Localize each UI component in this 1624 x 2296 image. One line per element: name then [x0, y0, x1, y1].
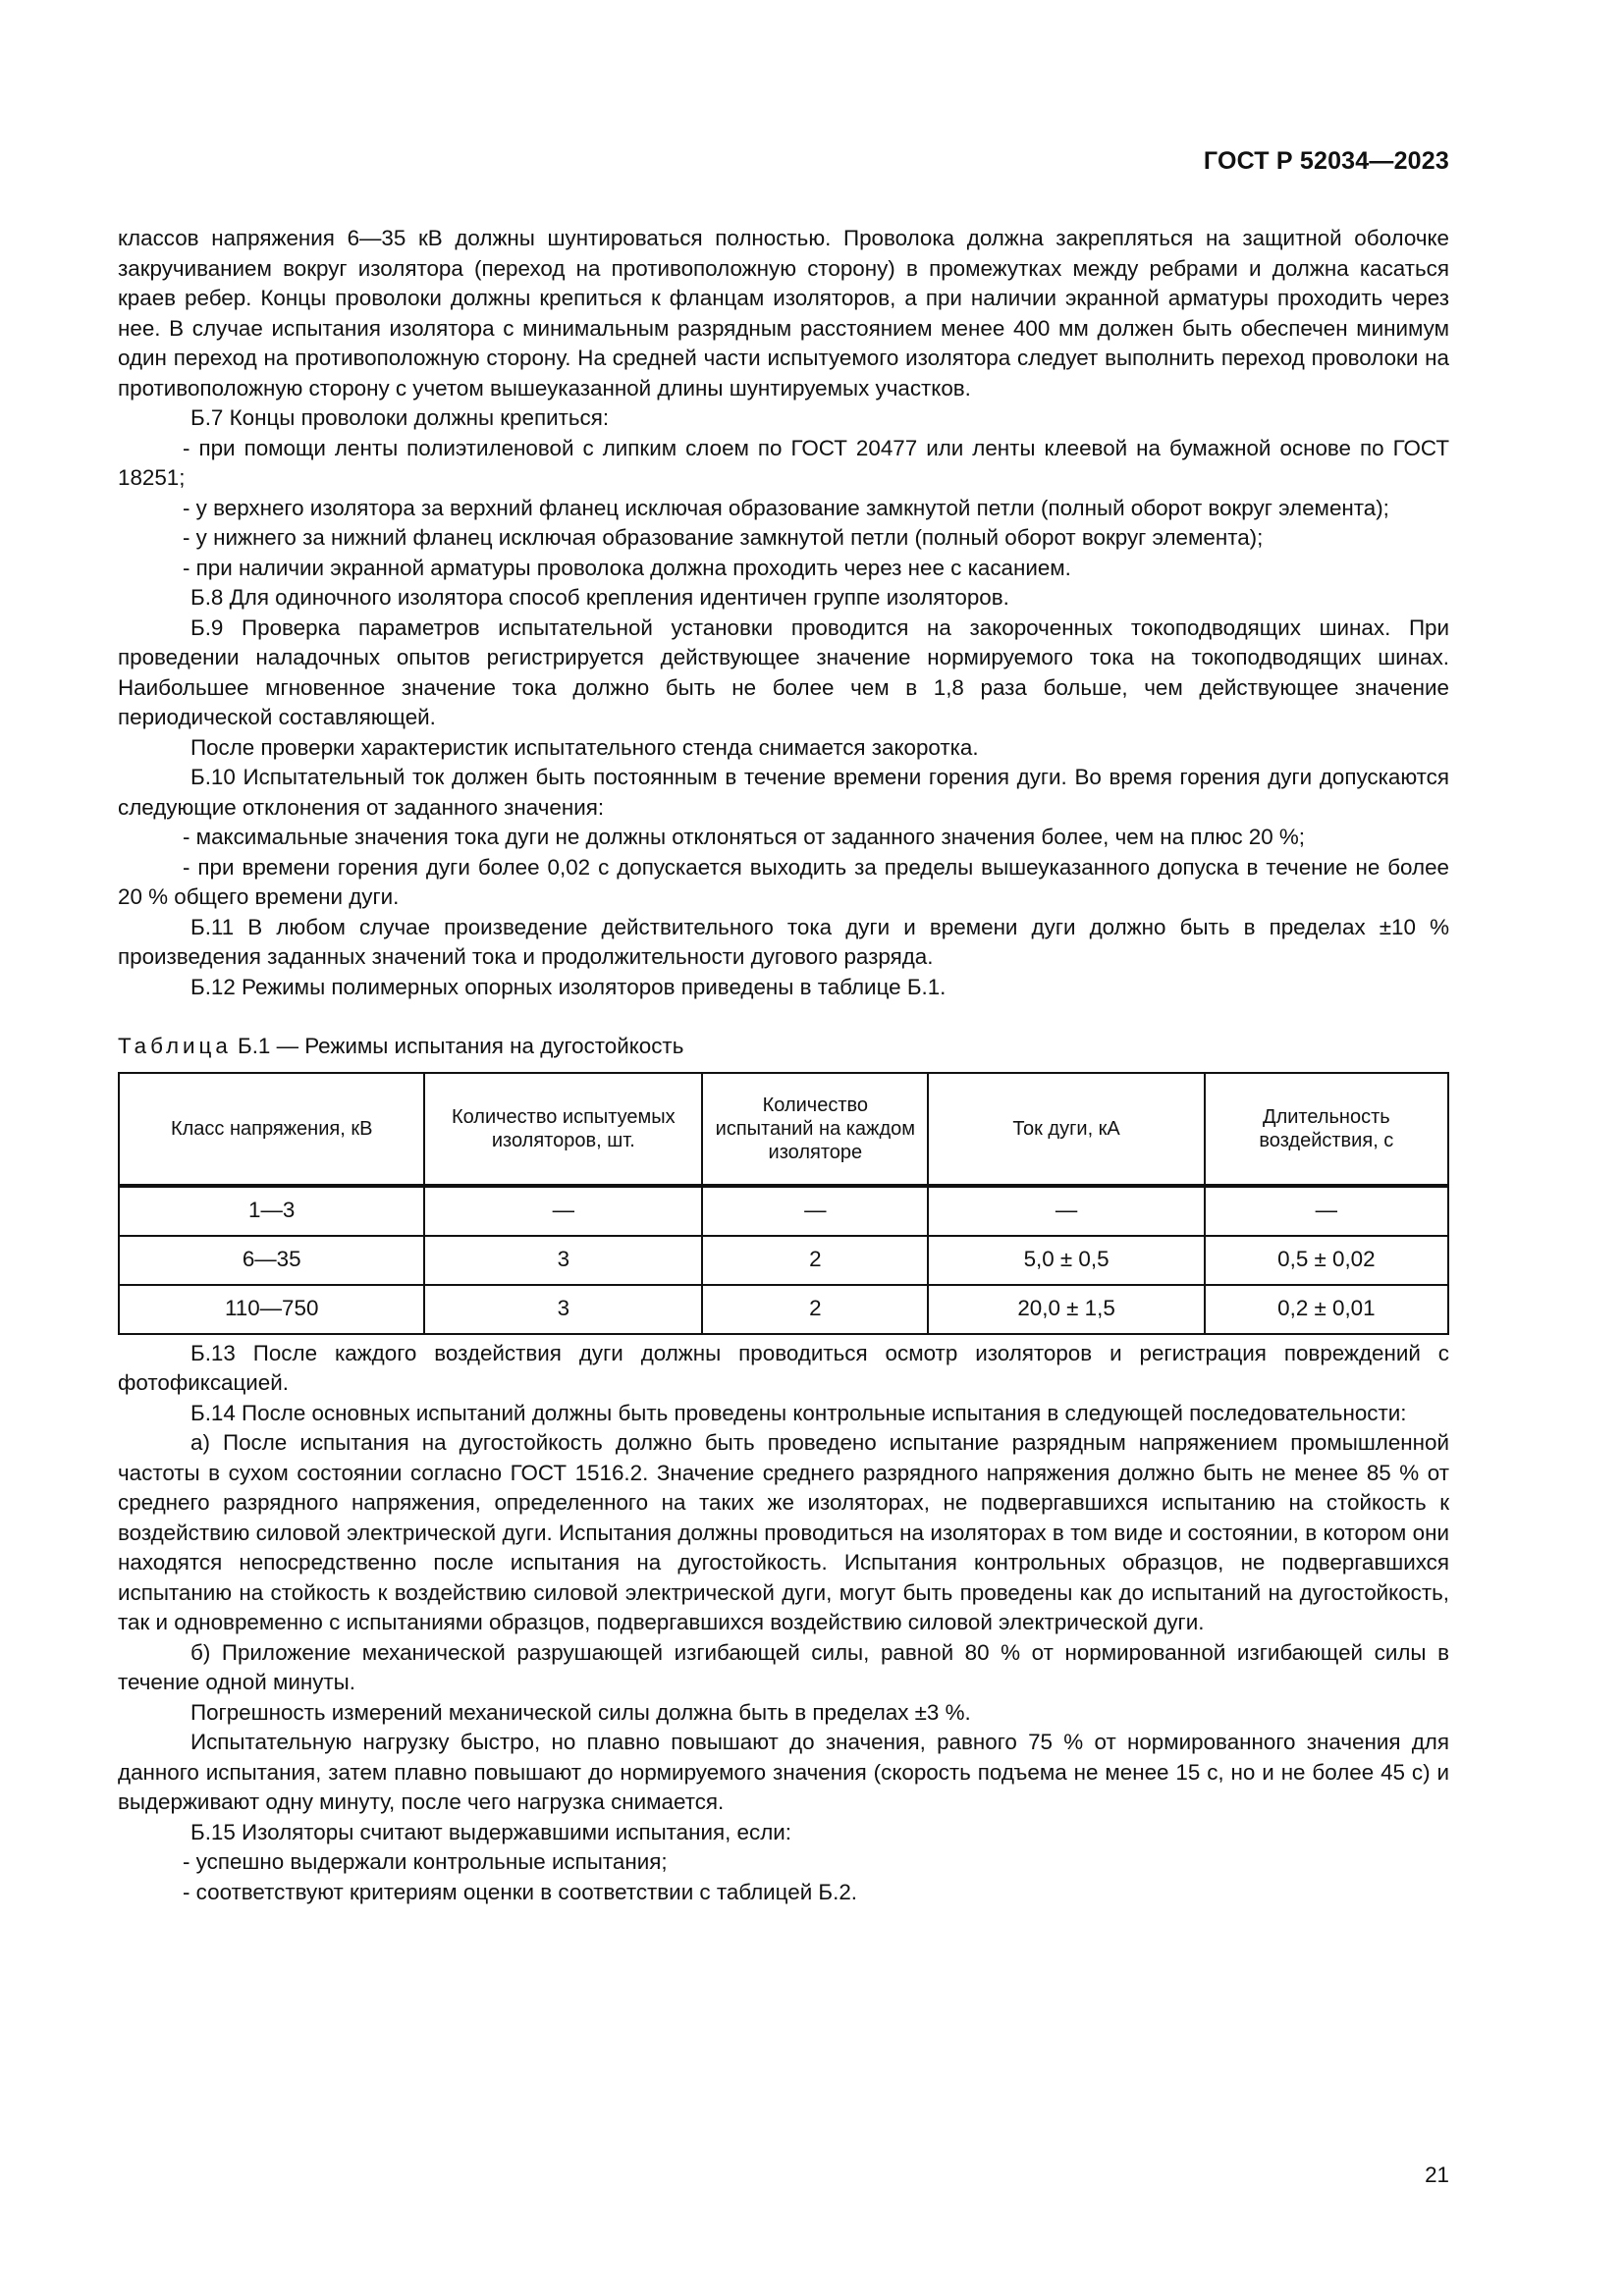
table-cell: 3: [424, 1236, 702, 1285]
table-cell: —: [928, 1186, 1204, 1236]
table-cell: 2: [702, 1285, 928, 1334]
paragraph: - при помощи ленты полиэтиленовой с липким слоем по ГОСТ 20477 или ленты клеевой на бумажной основе по ГОСТ 18251;: [118, 435, 1449, 490]
table-header-cell: Количество испытуемых изоляторов, шт.: [424, 1073, 702, 1186]
table-cell: 1—3: [119, 1186, 424, 1236]
paragraph: - у нижнего за нижний фланец исключая образование замкнутой петли (полный оборот вокруг элемента);: [183, 525, 1264, 550]
paragraph: Погрешность измерений механической силы должна быть в пределах ±3 %.: [190, 1699, 971, 1725]
paragraph: Б.8 Для одиночного изолятора способ крепления идентичен группе изоляторов.: [190, 585, 1009, 610]
table-row: [119, 1186, 1448, 1236]
table-cell: 20,0 ± 1,5: [928, 1285, 1204, 1334]
paragraph: После проверки характеристик испытательного стенда снимается закоротка.: [190, 734, 979, 760]
table-cell: —: [702, 1186, 928, 1236]
table-cell: 5,0 ± 0,5: [928, 1236, 1204, 1285]
table-row: [119, 1236, 1448, 1285]
table-cell: 2: [702, 1236, 928, 1285]
paragraph: Б.7 Концы проволоки должны крепиться:: [190, 405, 610, 430]
body-text: [118, 224, 1449, 1907]
paragraph: Б.12 Режимы полимерных опорных изоляторов приведены в таблице Б.1.: [190, 974, 947, 999]
table-header-cell: Длительность воздействия, с: [1205, 1073, 1448, 1186]
table-caption-label: Таблица: [118, 1034, 232, 1058]
table-header-cell: Ток дуги, кА: [928, 1073, 1204, 1186]
table-header-cell: Класс напряжения, кВ: [119, 1073, 424, 1186]
paragraph: Б.13 После каждого воздействия дуги должны проводиться осмотр изоляторов и регистрация повреждений с фотофиксацией.: [118, 1340, 1449, 1395]
paragraph: Б.11 В любом случае произведение действительного тока дуги и времени дуги должно быть в пределах ±10 % произведения заданных значений тока и продолжительности дугового разряда.: [118, 914, 1449, 969]
paragraph: - соответствуют критериям оценки в соответствии с таблицей Б.2.: [183, 1879, 858, 1904]
table-cell: 6—35: [119, 1236, 424, 1285]
paragraph: Б.14 После основных испытаний должны быть проведены контрольные испытания в следующей последовательности:: [190, 1400, 1407, 1425]
table-cell: 110—750: [119, 1285, 424, 1334]
paragraph: Б.15 Изоляторы считают выдержавшими испытания, если:: [190, 1819, 792, 1844]
paragraph: классов напряжения 6—35 кВ должны шунтироваться полностью. Проволока должна закрепляться на защитной оболочке закручиванием вокруг изолятора (переход на противоположную сторону) в промежутках между ребрами и должна касаться краев ребер. Концы проволоки должны крепиться к фланцам изоляторов, а при наличии экранной арматуры проходить через нее. В случае испытания изолятора с минимальным разрядным расстоянием менее 400 мм должен быть обеспечен минимум один переход на противоположную сторону. На средней части испытуемого изолятора следует выполнить переход проволоки на противоположную сторону с учетом вышеуказанной длины шунтируемых участков.: [118, 226, 1449, 400]
table-cell: —: [424, 1186, 702, 1236]
table-cell: —: [1205, 1186, 1448, 1236]
paragraphs-top: [118, 224, 1449, 1002]
paragraph: - при наличии экранной арматуры проволока должна проходить через нее с касанием.: [183, 555, 1071, 580]
paragraph: - успешно выдержали контрольные испытания;: [183, 1849, 668, 1874]
paragraph: - у верхнего изолятора за верхний фланец исключая образование замкнутой петли (полный оборот вокруг элемента);: [183, 495, 1389, 520]
paragraph: Б.9 Проверка параметров испытательной установки проводится на закороченных токоподводящих шинах. При проведении наладочных опытов регистрируется действующее значение нормируемого тока на токоподводящих шинах. Наибольшее мгновенное значение тока должно быть не более чем в 1,8 раза больше, чем действующее значение периодической составляющей.: [118, 614, 1449, 729]
page-number: 21: [1425, 2163, 1449, 2187]
table-header-row: [119, 1073, 1448, 1186]
table-cell: 0,2 ± 0,01: [1205, 1285, 1448, 1334]
test-modes-table: [118, 1072, 1449, 1335]
table-cell: 0,5 ± 0,02: [1205, 1236, 1448, 1285]
paragraph: Испытательную нагрузку быстро, но плавно повышают до значения, равного 75 % от нормированного значения для данного испытания, затем плавно повышают до нормируемого значения (скорость подъема не менее 15 с, но и не более 45 с) и выдерживают одну минуту, после чего нагрузка снимается.: [118, 1730, 1449, 1814]
document-header-code: ГОСТ Р 52034—2023: [1203, 147, 1449, 175]
table-caption-text: Б.1 — Режимы испытания на дугостойкость: [231, 1034, 684, 1058]
table-header-cell: Количество испытаний на каждом изоляторе: [702, 1073, 928, 1186]
table-cell: 3: [424, 1285, 702, 1334]
paragraph: - при времени горения дуги более 0,02 с допускается выходить за пределы вышеуказанного допуска в течение не более 20 % общего времени дуги.: [118, 854, 1449, 909]
paragraph: а) После испытания на дугостойкость должно быть проведено испытание разрядным напряжением промышленной частоты в сухом состоянии согласно ГОСТ 1516.2. Значение среднего разрядного напряжения должно быть не менее 85 % от среднего разрядного напряжения, определенного на таких же изоляторах, не подвергавшихся испытанию на стойкость к воздействию силовой электрической дуги. Испытания должны проводиться на изоляторах в том виде и состоянии, в котором они находятся непосредственно после испытания на дугостойкость. Испытания контрольных образцов, не подвергавшихся испытанию на стойкость к воздействию силовой электрической дуги, могут быть проведены как до испытаний на дугостойкость, так и одновременно с испытаниями образцов, подвергавшихся воздействию силовой электрической дуги.: [118, 1430, 1449, 1634]
table-row: [119, 1285, 1448, 1334]
table-caption: [118, 1032, 1449, 1062]
paragraph: - максимальные значения тока дуги не должны отклоняться от заданного значения более, чем на плюс 20 %;: [183, 825, 1306, 849]
paragraph: Б.10 Испытательный ток должен быть постоянным в течение времени горения дуги. Во время горения дуги допускаются следующие отклонения от заданного значения:: [118, 765, 1449, 820]
paragraphs-bottom: [118, 1339, 1449, 1908]
paragraph: б) Приложение механической разрушающей изгибающей силы, равной 80 % от нормированной изгибающей силы в течение одной минуты.: [118, 1639, 1449, 1694]
